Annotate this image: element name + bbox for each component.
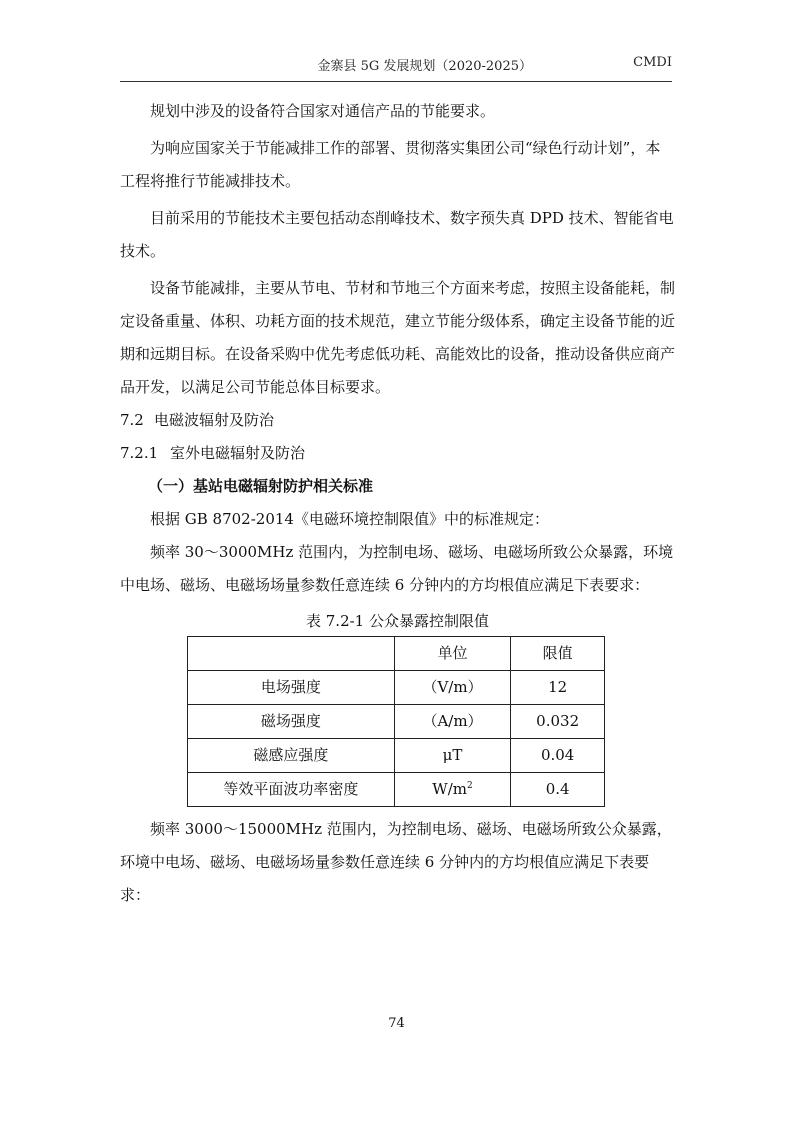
table-cell-name: 磁场强度 — [188, 705, 395, 739]
header-org: CMDI — [633, 55, 672, 70]
page-content — [120, 95, 675, 912]
table-cell-unit — [394, 773, 511, 807]
subsection-number: 7.2.1 — [120, 444, 159, 462]
page-header — [120, 53, 672, 79]
section-title: 电磁波辐射及防治 — [154, 411, 275, 429]
table-cell-name: 电场强度 — [188, 671, 395, 705]
table-row — [188, 705, 605, 739]
header-rule — [120, 81, 672, 82]
table-header-limit: 限值 — [511, 637, 605, 671]
page-number: 74 — [388, 1016, 405, 1031]
section-number: 7.2 — [120, 411, 144, 429]
unit-superscript: 2 — [466, 781, 473, 791]
header-title: 金寨县 5G 发展规划（2020-2025） — [317, 59, 532, 74]
table-header-unit: 单位 — [394, 637, 511, 671]
table-cell-value: 0.04 — [511, 739, 605, 773]
table-cell-unit: μT — [394, 739, 511, 773]
subsection-heading — [120, 437, 675, 470]
table-cell-unit: （A/m） — [394, 705, 511, 739]
table-cell-name: 等效平面波功率密度 — [188, 773, 395, 807]
paragraph-energy-tech: 目前采用的节能技术主要包括动态削峰技术、数字预失真 DPD 技术、智能省电技术。 — [120, 209, 674, 260]
table-header-row — [188, 637, 605, 671]
subsection-title: 室外电磁辐射及防治 — [170, 444, 306, 462]
table-caption: 表 7.2-1 公众暴露控制限值 — [305, 612, 489, 630]
paragraph-freq-30-3000: 频率 30～3000MHz 范围内，为控制电场、磁场、电磁场所致公众暴露，环境中电场、磁场、电磁场场量参数任意连续 6 分钟内的方均根值应满足下表要求： — [120, 543, 674, 594]
paragraph-green-action: 为响应国家关于节能减排工作的部署、贯彻落实集团公司“绿色行动计划”，本工程将推行节能减排技术。 — [120, 139, 661, 190]
standards-subheading: （一）基站电磁辐射防护相关标准 — [148, 477, 374, 495]
table-cell-value: 0.032 — [511, 705, 605, 739]
unit-text: W/m — [432, 780, 467, 798]
table-row — [188, 773, 605, 807]
paragraph-freq-3000-15000: 频率 3000～15000MHz 范围内，为控制电场、磁场、电磁场所致公众暴露，环境中电场、磁场、电磁场场量参数任意连续 6 分钟内的方均根值应满足下表要求： — [120, 820, 672, 904]
table-cell-value: 0.4 — [511, 773, 605, 807]
paragraph-energy-requirement: 规划中涉及的设备符合国家对通信产品的节能要求。 — [150, 102, 496, 120]
paragraph-standard-ref: 根据 GB 8702-2014《电磁环境控制限值》中的标准规定： — [150, 510, 549, 528]
table-cell-value: 12 — [511, 671, 605, 705]
table-row — [188, 671, 605, 705]
exposure-limits-table — [187, 636, 605, 807]
paragraph-energy-reduction: 设备节能减排，主要从节电、节材和节地三个方面来考虑，按照主设备能耗，制定设备重量、体积、功耗方面的技术规范，建立节能分级体系，确定主设备节能的近期和远期目标。在设备采购中优先考虑低功耗、高能效比的设备，推动设备供应商产品开发，以满足公司节能总体目标要求。 — [120, 279, 676, 396]
section-heading — [120, 404, 675, 437]
table-cell-unit: （V/m） — [394, 671, 511, 705]
table-cell-name: 磁感应强度 — [188, 739, 395, 773]
table-header-empty — [188, 637, 395, 671]
table-row — [188, 739, 605, 773]
